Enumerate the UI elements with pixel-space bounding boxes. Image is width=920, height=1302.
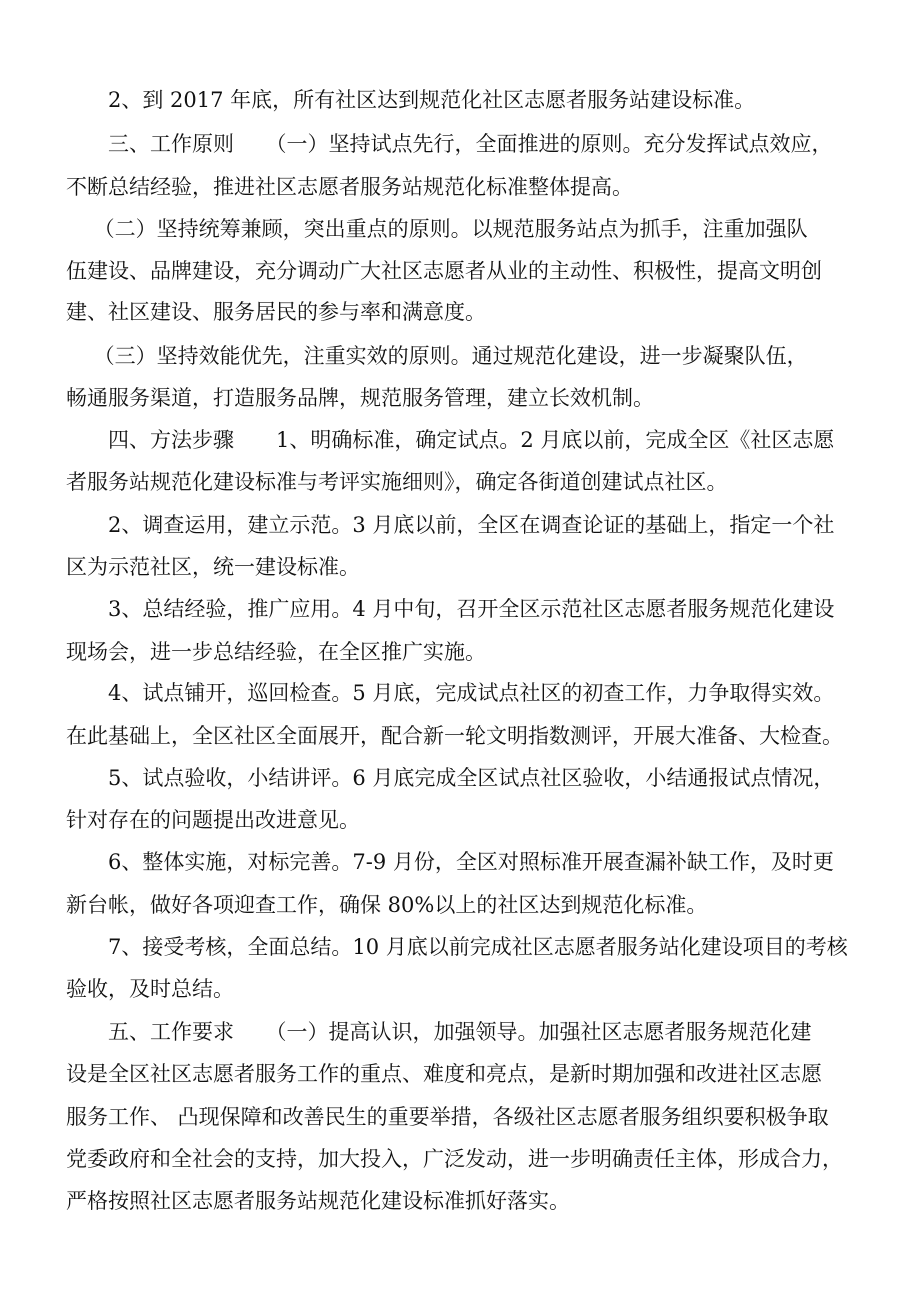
text-line: 畅通服务渠道，打造服务品牌，规范服务管理，建立长效机制。 [66, 386, 654, 410]
text-line: 6、整体实施，对标完善。7-9 月份，全区对照标准开展查漏补缺工作，及时更 [66, 850, 834, 874]
text-line: 建、社区建设、服务居民的参与率和满意度。 [66, 300, 486, 324]
text-line: （三）坚持效能优先，注重实效的原则。通过规范化建设，进一步凝聚队伍， [66, 344, 808, 368]
text-line: 2、到 2017 年底，所有社区达到规范化社区志愿者服务站建设标准。 [66, 88, 756, 112]
text-line: 服务工作、 凸现保障和改善民生的重要举措，各级社区志愿者服务组织要积极争取 [66, 1105, 829, 1129]
text-line: 2、调查运用，建立示范。3 月底以前，全区在调查论证的基础上，指定一个社 [66, 513, 835, 537]
text-line: 者服务站规范化建设标准与考评实施细则》，确定各街道创建试点社区。 [66, 470, 728, 494]
text-line: 3、总结经验，推广应用。4 月中旬，召开全区示范社区志愿者服务规范化建设 [66, 597, 835, 621]
text-line: 新台帐，做好各项迎查工作，确保 80%以上的社区达到规范化标准。 [66, 893, 708, 917]
text-line: 现场会，进一步总结经验，在全区推广实施。 [66, 640, 486, 664]
text-line: 伍建设、品牌建设，充分调动广大社区志愿者从业的主动性、积极性，提高文明创 [66, 259, 822, 283]
text-line: （二）坚持统筹兼顾，突出重点的原则。以规范服务站点为抓手，注重加强队 [66, 217, 808, 241]
text-line: 5、试点验收，小结讲评。6 月底完成全区试点社区验收，小结通报试点情况， [66, 766, 835, 790]
text-line: 4、试点铺开，巡回检查。5 月底，完成试点社区的初查工作，力争取得实效。 [66, 681, 835, 705]
text-line: 三、工作原则 （一）坚持试点先行，全面推进的原则。充分发挥试点效应， [66, 132, 833, 156]
text-line: 区为示范社区，统一建设标准。 [66, 555, 360, 579]
text-line: 不断总结经验，推进社区志愿者服务站规范化标准整体提高。 [66, 175, 633, 199]
text-line: 设是全区社区志愿者服务工作的重点、难度和亮点，是新时期加强和改进社区志愿 [66, 1062, 822, 1086]
text-line: 验收，及时总结。 [66, 977, 234, 1001]
text-line: 严格按照社区志愿者服务站规范化建设标准抓好落实。 [66, 1189, 570, 1213]
text-line: 五、工作要求 （一）提高认识，加强领导。加强社区志愿者服务规范化建 [66, 1020, 812, 1044]
text-line: 四、方法步骤 1、明确标准，确定试点。2 月底以前，完成全区《社区志愿 [66, 428, 835, 452]
text-line: 党委政府和全社会的支持，加大投入，广泛发动，进一步明确责任主体，形成合力， [66, 1147, 843, 1171]
text-line: 在此基础上，全区社区全面展开，配合新一轮文明指数测评，开展大准备、大检查。 [66, 724, 843, 748]
text-line: 7、接受考核，全面总结。10 月底以前完成社区志愿者服务站化建设项目的考核 [66, 935, 848, 959]
text-line: 针对存在的问题提出改进意见。 [66, 808, 360, 832]
